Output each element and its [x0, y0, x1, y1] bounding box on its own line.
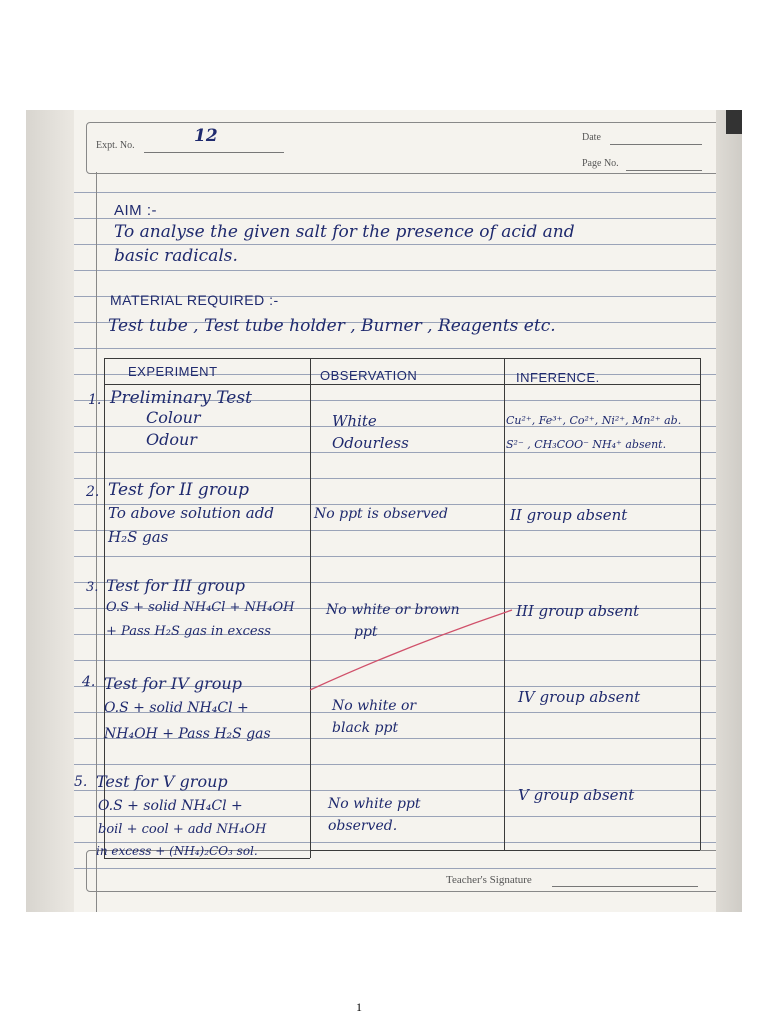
ruled-line [74, 764, 742, 765]
table-col-divider-3 [504, 358, 505, 850]
row-experiment-line: Odour [146, 430, 197, 449]
row-experiment-line: O.S + solid NH₄Cl + [104, 700, 249, 716]
row-inference-line: III group absent [516, 602, 640, 620]
margin-line [96, 172, 97, 912]
table-col-divider-4 [700, 358, 701, 850]
table-bottom-border [104, 858, 310, 859]
aim-line-1: To analyse the given salt for the presence of acid and [114, 222, 575, 242]
row-observation-line: No white or [332, 698, 417, 714]
ruled-line [74, 556, 742, 557]
row-observation-line: No white ppt [328, 796, 421, 812]
row-inference-line: V group absent [518, 786, 635, 804]
row-number: 2. [86, 484, 100, 500]
ruled-line [74, 270, 742, 271]
red-pencil-stroke [306, 606, 516, 696]
page-number: 1 [356, 1000, 362, 1014]
row-number: 5. [74, 774, 88, 790]
photo-background-corner [726, 110, 742, 134]
header-box [86, 122, 738, 174]
header-observation: OBSERVATION [320, 368, 418, 383]
expt-no-blank [144, 152, 284, 153]
row-experiment-line: H₂S gas [108, 528, 169, 546]
date-blank [610, 144, 702, 145]
row-observation-line: black ppt [332, 720, 399, 736]
row-experiment-line: O.S + solid NH₄Cl + NH₄OH [106, 600, 295, 615]
row-experiment-line: O.S + solid NH₄Cl + [98, 798, 243, 814]
row-observation-line: No white or brown [326, 602, 460, 618]
ruled-line [74, 452, 742, 453]
table-top-border [104, 358, 700, 359]
page-no-label: Page No. [582, 158, 619, 169]
ruled-line [74, 842, 742, 843]
row-observation-line: No ppt is observed [314, 506, 448, 522]
page-no-blank [626, 170, 702, 171]
ruled-line [74, 192, 742, 193]
aim-line-2: basic radicals. [114, 246, 238, 266]
table-header-border [104, 384, 700, 385]
row-observation-line: observed. [328, 818, 398, 834]
expt-no-value: 12 [194, 126, 218, 146]
row-inference-line: IV group absent [518, 688, 641, 706]
ruled-line [74, 348, 742, 349]
row-experiment-line: Colour [146, 408, 201, 427]
row-experiment-line: NH₄OH + Pass H₂S gas [104, 726, 271, 742]
material-line-1: Test tube , Test tube holder , Burner , Reagents etc. [108, 316, 556, 336]
row-inference-line: S²⁻ , CH₃COO⁻ NH₄⁺ absent. [506, 438, 667, 451]
row-experiment-line: Preliminary Test [110, 388, 252, 408]
row-experiment-line: Test for III group [106, 576, 246, 595]
teacher-signature-label: Teacher's Signature [446, 874, 532, 886]
row-experiment-line: Test for II group [108, 480, 250, 500]
row-experiment-line: Test for IV group [104, 674, 242, 693]
row-number: 4. [82, 674, 96, 690]
ruled-line [74, 244, 742, 245]
ruled-line [74, 218, 742, 219]
row-observation-line: White [332, 412, 377, 430]
ruled-line [74, 816, 742, 817]
row-experiment-line: in excess + (NH₄)₂CO₃ sol. [96, 844, 258, 858]
notebook-photo [26, 110, 742, 912]
row-experiment-line: + Pass H₂S gas in excess [106, 624, 271, 639]
row-observation-line: Odourless [332, 434, 409, 452]
row-observation-line: ppt [354, 624, 378, 640]
ruled-line [74, 530, 742, 531]
row-experiment-line: Test for V group [96, 772, 228, 791]
header-experiment: EXPERIMENT [128, 364, 218, 379]
notebook-right-edge [716, 110, 742, 912]
material-heading: MATERIAL REQUIRED :- [110, 292, 279, 308]
row-inference-line: II group absent [510, 506, 628, 524]
teacher-signature-blank [552, 886, 698, 887]
date-label: Date [582, 132, 601, 143]
row-number: 3. [86, 580, 99, 595]
notebook-sheet [74, 110, 742, 912]
table-bottom-border-right [310, 850, 700, 851]
aim-heading: AIM :- [114, 202, 157, 219]
row-inference-line: Cu²⁺, Fe³⁺, Co²⁺, Ni²⁺, Mn²⁺ ab. [506, 414, 682, 427]
row-number: 1. [88, 392, 102, 408]
row-experiment-line: boil + cool + add NH₄OH [98, 822, 267, 837]
row-experiment-line: To above solution add [108, 504, 274, 522]
expt-no-label: Expt. No. [96, 140, 135, 151]
ruled-line [74, 478, 742, 479]
header-inference: INFERENCE. [516, 370, 600, 385]
notebook-left-edge [26, 110, 74, 912]
